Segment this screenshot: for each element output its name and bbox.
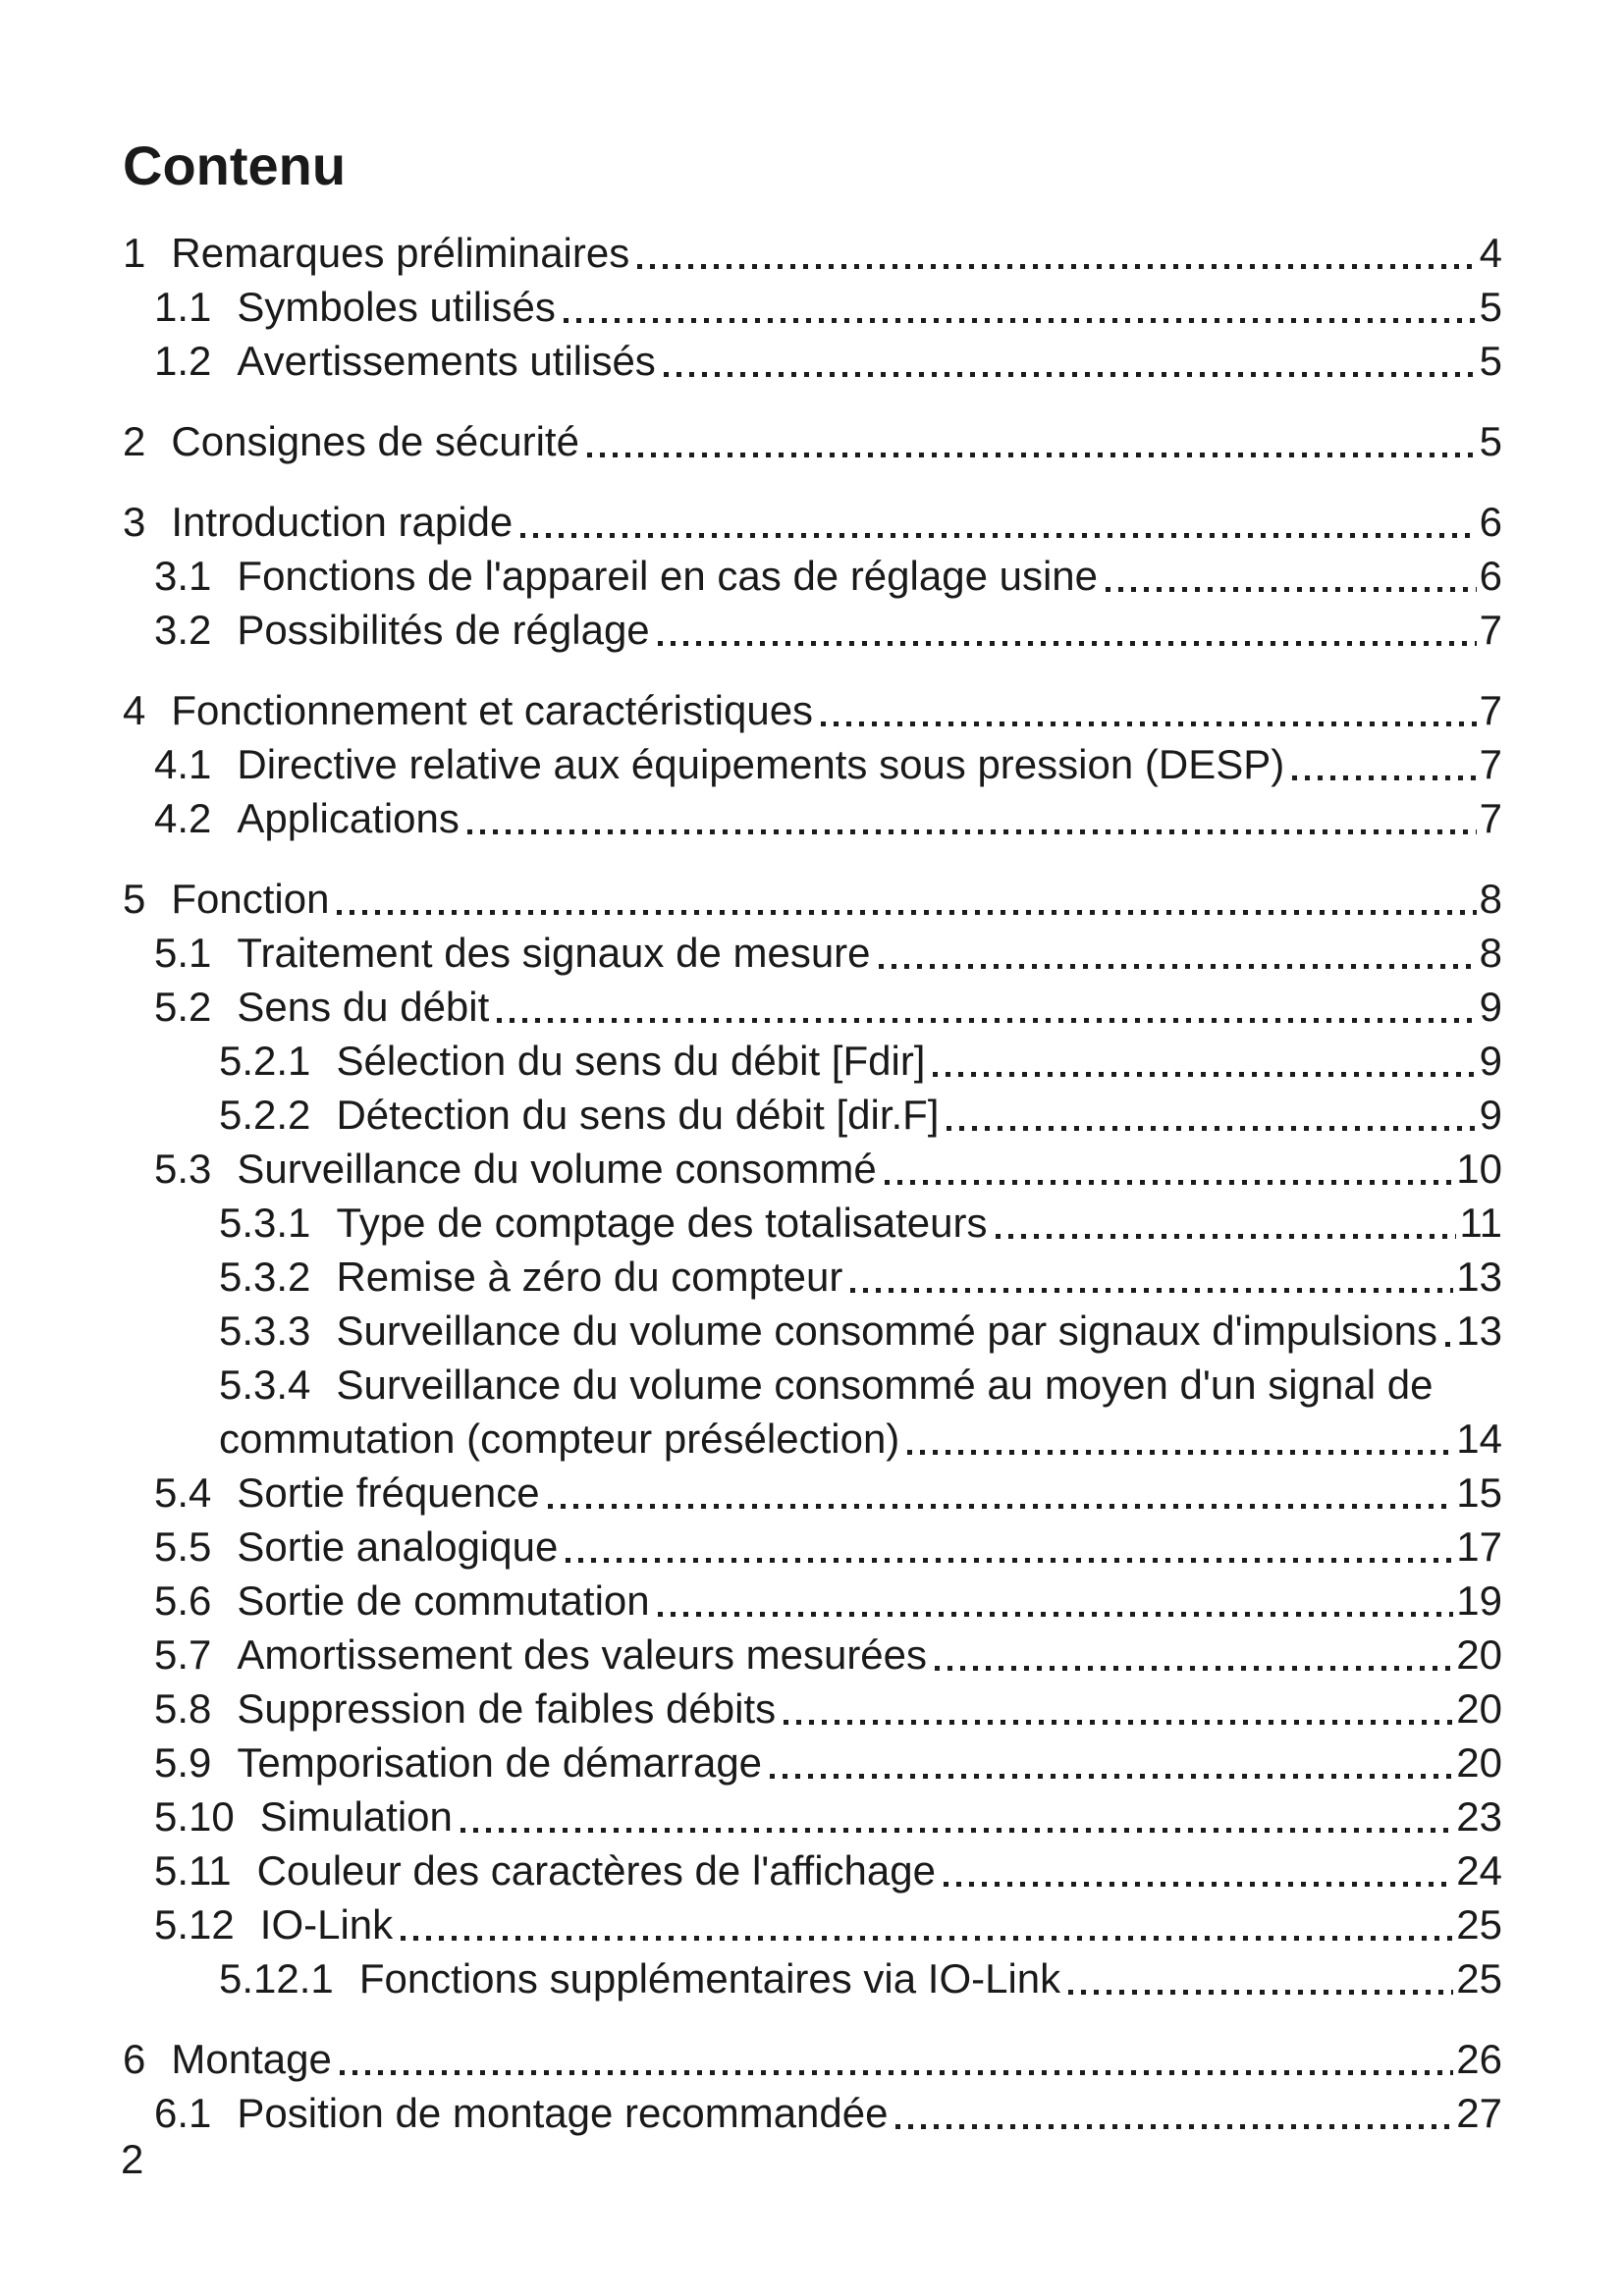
toc-entry-number: 5.5 xyxy=(154,1522,212,1570)
toc-entry xyxy=(123,1034,1502,1088)
toc-entry-text: Sélection du sens du débit [Fdir] xyxy=(336,1037,926,1084)
toc-entry xyxy=(123,280,1502,334)
toc-entry-text: Surveillance du volume consommé par signaux d'impulsions xyxy=(336,1307,1438,1354)
toc-leader-dots xyxy=(895,2124,1453,2129)
toc-entry-number: 5.2.2 xyxy=(219,1091,311,1138)
toc-entry-text: Type de comptage des totalisateurs xyxy=(336,1199,988,1246)
toc-entry-number: 5.3.3 xyxy=(219,1307,311,1354)
toc-entry xyxy=(123,2032,1502,2086)
toc-entry-number: 5.1 xyxy=(154,929,212,976)
toc-entry xyxy=(123,2086,1502,2140)
toc-entry xyxy=(123,791,1502,845)
toc-entry-number: 5.11 xyxy=(154,1846,232,1894)
toc-entry-page: 13 xyxy=(1456,1307,1502,1354)
toc-leader-dots xyxy=(1106,587,1477,592)
toc-entry-page: 20 xyxy=(1456,1630,1502,1678)
toc-leader-dots xyxy=(1292,775,1476,780)
toc-entry-page: 7 xyxy=(1479,606,1502,653)
toc-entry-text: IO-Link xyxy=(259,1900,394,1948)
toc-leader-dots xyxy=(664,372,1477,377)
toc-entry-number: 6.1 xyxy=(154,2089,212,2136)
toc-leader-dots xyxy=(907,1450,1453,1455)
toc-leader-dots xyxy=(944,1882,1453,1887)
toc-entry-page: 6 xyxy=(1479,498,1502,545)
toc-entry xyxy=(123,1412,1502,1466)
toc-entry-text: Fonctions de l'appareil en cas de réglage usine xyxy=(237,552,1099,599)
toc-entry-page: 6 xyxy=(1479,552,1502,599)
toc-entry-text: Surveillance du volume consommé au moyen d'un signal de xyxy=(336,1361,1434,1408)
toc-entry-number: 1.2 xyxy=(154,337,212,384)
toc-entry-text: Consignes de sécurité xyxy=(171,417,579,464)
toc-entry-text: Position de montage recommandée xyxy=(237,2089,889,2136)
toc-entry-page: 11 xyxy=(1459,1199,1502,1246)
toc-entry-page: 9 xyxy=(1479,1037,1502,1084)
toc-entry-number: 5.12 xyxy=(154,1900,235,1948)
toc-entry xyxy=(123,1358,1502,1412)
toc-leader-dots xyxy=(935,1666,1453,1671)
toc-entry xyxy=(123,226,1502,280)
toc-entry-page: 27 xyxy=(1456,2089,1502,2136)
toc-entry xyxy=(123,737,1502,791)
toc-leader-dots xyxy=(340,2070,1453,2075)
table-of-contents xyxy=(123,226,1502,2140)
toc-entry-text: Temporisation de démarrage xyxy=(237,1738,763,1786)
toc-entry-page: 13 xyxy=(1456,1253,1502,1300)
toc-entry-page: 5 xyxy=(1479,283,1502,330)
toc-entry-number: 4.2 xyxy=(154,794,212,841)
toc-entry-page: 19 xyxy=(1456,1576,1502,1624)
toc-entry-page: 20 xyxy=(1456,1684,1502,1732)
toc-entry-text: Amortissement des valeurs mesurées xyxy=(237,1630,928,1678)
toc-leader-dots xyxy=(770,1774,1453,1779)
toc-entry-text: Sens du débit xyxy=(237,983,490,1030)
toc-entry-page: 15 xyxy=(1456,1468,1502,1516)
toc-entry-page: 8 xyxy=(1479,929,1502,976)
toc-leader-dots xyxy=(784,1720,1453,1725)
toc-entry-number: 4 xyxy=(123,686,146,733)
toc-entry-number: 6 xyxy=(123,2035,146,2082)
toc-entry xyxy=(123,872,1502,926)
toc-entry-page: 4 xyxy=(1479,229,1502,276)
toc-entry-number: 5.3.1 xyxy=(219,1199,311,1246)
toc-entry xyxy=(123,1196,1502,1250)
toc-entry-page: 20 xyxy=(1456,1738,1502,1786)
toc-entry-text: Surveillance du volume consommé xyxy=(237,1145,877,1192)
toc-entry-number: 5.3.2 xyxy=(219,1253,311,1300)
toc-entry-text: Montage xyxy=(171,2035,332,2082)
toc-entry-page: 9 xyxy=(1479,1091,1502,1138)
toc-entry-text: Introduction rapide xyxy=(171,498,514,545)
toc-leader-dots xyxy=(879,964,1477,969)
toc-entry-number: 5 xyxy=(123,875,146,922)
toc-entry-page: 10 xyxy=(1456,1145,1502,1192)
toc-leader-dots xyxy=(658,1612,1454,1617)
toc-entry-number: 1.1 xyxy=(154,283,212,330)
toc-entry-page: 9 xyxy=(1479,983,1502,1030)
toc-entry xyxy=(123,1250,1502,1304)
toc-entry-number: 2 xyxy=(123,417,146,464)
toc-entry-text: Possibilités de réglage xyxy=(237,606,650,653)
toc-leader-dots xyxy=(658,641,1477,646)
toc-entry-number: 1 xyxy=(123,229,146,276)
toc-entry-text: Traitement des signaux de mesure xyxy=(237,929,871,976)
toc-entry-page: 14 xyxy=(1456,1415,1502,1462)
toc-entry-text: Avertissements utilisés xyxy=(237,337,656,384)
toc-leader-dots xyxy=(587,453,1477,457)
toc-leader-dots xyxy=(520,533,1476,538)
toc-leader-dots xyxy=(1068,1990,1453,1995)
toc-entry-text: Sortie analogique xyxy=(237,1522,559,1570)
toc-entry xyxy=(123,495,1502,549)
toc-entry-text: Couleur des caractères de l'affichage xyxy=(256,1846,936,1894)
toc-leader-dots xyxy=(401,1936,1453,1941)
toc-leader-dots xyxy=(885,1180,1454,1185)
toc-entry xyxy=(123,1735,1502,1789)
toc-entry xyxy=(123,1574,1502,1628)
toc-entry xyxy=(123,980,1502,1034)
toc-leader-dots xyxy=(548,1504,1454,1509)
toc-entry-number: 5.3 xyxy=(154,1145,212,1192)
toc-entry-number: 3.2 xyxy=(154,606,212,653)
toc-entry xyxy=(123,1520,1502,1574)
toc-entry xyxy=(123,1304,1502,1358)
toc-entry xyxy=(123,1789,1502,1843)
toc-entry-number: 4.1 xyxy=(154,740,212,787)
toc-entry xyxy=(123,1466,1502,1520)
toc-entry-text: Sortie fréquence xyxy=(237,1468,540,1516)
toc-entry-page: 25 xyxy=(1456,1954,1502,2002)
toc-entry-page: 7 xyxy=(1479,794,1502,841)
toc-entry-page: 8 xyxy=(1479,875,1502,922)
toc-entry-text: Fonction xyxy=(171,875,330,922)
toc-entry-number: 5.9 xyxy=(154,1738,212,1786)
toc-leader-dots xyxy=(337,910,1476,915)
toc-entry-text: Fonctions supplémentaires via IO-Link xyxy=(358,1954,1061,2002)
toc-entry-number: 3 xyxy=(123,498,146,545)
toc-entry-number: 5.6 xyxy=(154,1576,212,1624)
toc-leader-dots xyxy=(821,721,1477,726)
toc-entry-number: 5.7 xyxy=(154,1630,212,1678)
toc-entry xyxy=(123,1843,1502,1897)
toc-entry-text: Remise à zéro du compteur xyxy=(336,1253,843,1300)
page-title: Contenu xyxy=(123,134,347,196)
toc-entry xyxy=(123,334,1502,388)
footer-page-number: 2 xyxy=(121,2136,144,2182)
toc-leader-dots xyxy=(460,1828,1453,1833)
toc-entry xyxy=(123,926,1502,980)
toc-entry-number: 5.8 xyxy=(154,1684,212,1732)
toc-leader-dots xyxy=(566,1558,1453,1563)
toc-entry xyxy=(123,414,1502,468)
toc-entry xyxy=(123,1142,1502,1196)
toc-entry xyxy=(123,549,1502,603)
toc-entry-page: 23 xyxy=(1456,1792,1502,1840)
toc-entry-number: 3.1 xyxy=(154,552,212,599)
toc-entry-page: 24 xyxy=(1456,1846,1502,1894)
toc-leader-dots xyxy=(637,264,1476,269)
toc-entry xyxy=(123,1682,1502,1735)
toc-entry-page: 7 xyxy=(1479,686,1502,733)
toc-entry-page: 25 xyxy=(1456,1900,1502,1948)
toc-entry-text: Fonctionnement et caractéristiques xyxy=(171,686,814,733)
toc-leader-dots xyxy=(467,829,1477,834)
toc-leader-dots xyxy=(497,1018,1476,1023)
toc-entry xyxy=(123,1951,1502,2005)
toc-entry-page: 5 xyxy=(1479,337,1502,384)
toc-entry-number: 5.12.1 xyxy=(219,1954,334,2002)
toc-entry-text: Suppression de faibles débits xyxy=(237,1684,777,1732)
toc-entry-number: 5.2 xyxy=(154,983,212,1030)
toc-entry-text: Simulation xyxy=(259,1792,453,1840)
toc-entry-text: Détection du sens du débit [dir.F] xyxy=(336,1091,940,1138)
toc-entry-text: Remarques préliminaires xyxy=(171,229,630,276)
toc-entry xyxy=(123,603,1502,657)
toc-leader-dots xyxy=(564,318,1477,323)
toc-entry-page: 7 xyxy=(1479,740,1502,787)
toc-entry-number: 5.10 xyxy=(154,1792,235,1840)
toc-entry-page: 17 xyxy=(1456,1522,1502,1570)
toc-entry-page: 5 xyxy=(1479,417,1502,464)
toc-entry-number: 5.4 xyxy=(154,1468,212,1516)
toc-entry-text: Directive relative aux équipements sous pression (DESP) xyxy=(237,740,1285,787)
toc-entry-number: 5.2.1 xyxy=(219,1037,311,1084)
toc-entry-text: commutation (compteur présélection) xyxy=(219,1415,900,1462)
toc-entry-page: 26 xyxy=(1456,2035,1502,2082)
toc-leader-dots xyxy=(933,1072,1476,1077)
toc-leader-dots xyxy=(850,1288,1453,1293)
toc-leader-dots xyxy=(947,1126,1476,1131)
toc-entry xyxy=(123,683,1502,737)
toc-entry-number: 5.3.4 xyxy=(219,1361,311,1408)
toc-entry-text: Symboles utilisés xyxy=(237,283,556,330)
toc-entry xyxy=(123,1088,1502,1142)
toc-entry xyxy=(123,1628,1502,1682)
toc-leader-dots xyxy=(1445,1342,1453,1347)
toc-entry-text: Applications xyxy=(237,794,460,841)
toc-leader-dots xyxy=(996,1234,1457,1239)
toc-entry-text: Sortie de commutation xyxy=(237,1576,650,1624)
toc-entry xyxy=(123,1897,1502,1951)
